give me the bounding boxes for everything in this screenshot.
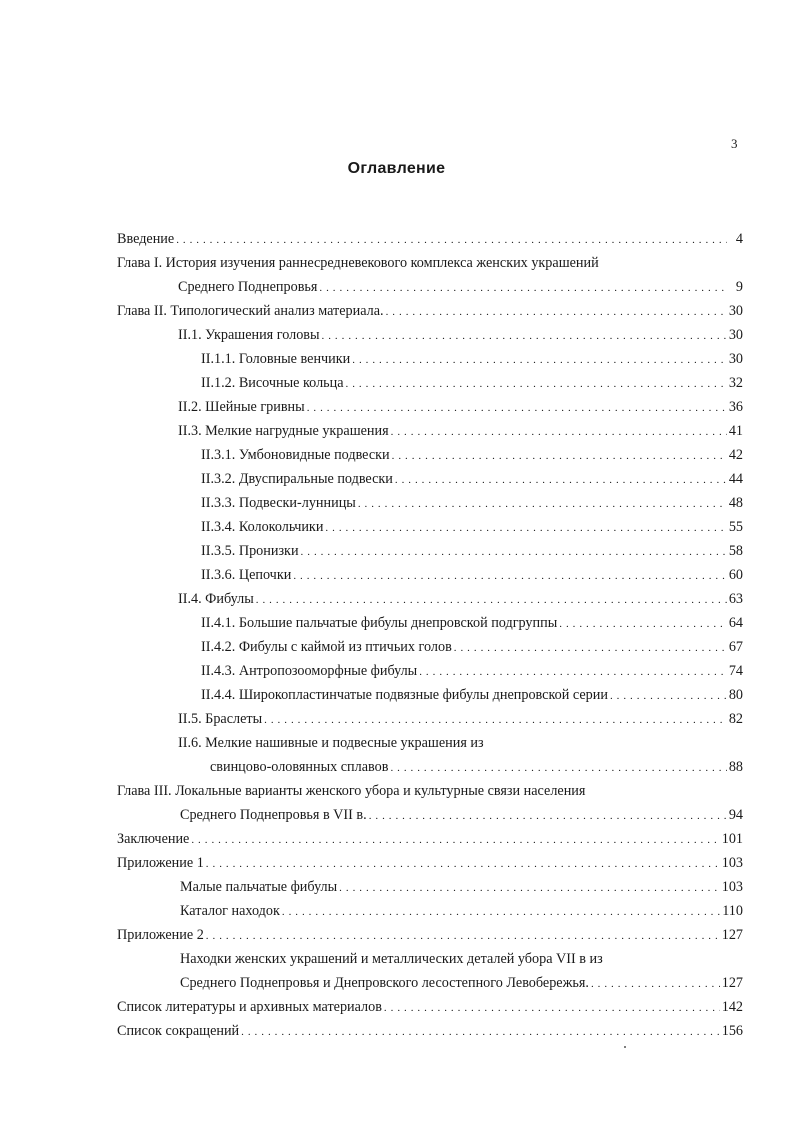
toc-entry-ii-1-1[interactable]: [201, 349, 743, 369]
toc-entry-appendix-1-fibulae[interactable]: [180, 877, 743, 897]
toc-entry-ii-3-3[interactable]: [201, 493, 743, 513]
toc-entry-title: II.3.3. Подвески-лунницы: [201, 495, 356, 511]
toc-entry-chapter-2[interactable]: [117, 301, 743, 321]
toc-entry-appendix-2[interactable]: [117, 925, 743, 945]
toc-entry-page: 60: [728, 567, 743, 583]
toc-entry-title: Малые пальчатые фибулы: [180, 879, 338, 895]
toc-entry-page: 63: [728, 591, 743, 607]
toc-entry-title: Каталог находок: [180, 903, 280, 919]
toc-entry-page: 74: [728, 663, 743, 679]
toc-entry-page: 48: [728, 495, 743, 511]
toc-entry-page: 156: [721, 1023, 743, 1039]
toc-entry-bibliography[interactable]: [117, 997, 743, 1017]
toc-entry-title: свинцово-оловянных сплавов: [210, 759, 389, 775]
toc-entry-page: 32: [728, 375, 743, 391]
toc-entry-page: 88: [728, 759, 743, 775]
toc-entry-ii-4-1[interactable]: [201, 613, 743, 633]
toc-entry-page: 55: [728, 519, 743, 535]
toc-entry-title: Список литературы и архивных материалов: [117, 999, 382, 1015]
toc-entry-title: II.3. Мелкие нагрудные украшения: [178, 423, 389, 439]
toc-entry-conclusion[interactable]: [117, 829, 743, 849]
toc-entry-title: Среднего Поднепровья и Днепровского лесостепного Левобережья.: [180, 975, 589, 991]
toc-entry-ii-4-4[interactable]: [201, 685, 743, 705]
toc-entry-ii-4[interactable]: [178, 589, 743, 609]
toc-entry-title: II.4.4. Широкопластинчатые подвязные фибулы днепровской серии: [201, 687, 608, 703]
toc-entry-title: Список сокращений: [117, 1023, 240, 1039]
toc-entry-appendix-2-finds-line-1[interactable]: Находки женских украшений и металлических деталей убора VII в из: [180, 951, 603, 967]
toc-entry-chapter-1-line-1[interactable]: Глава I. История изучения раннесредневекового комплекса женских украшений: [117, 255, 599, 271]
toc-entry-title: II.4. Фибулы: [178, 591, 254, 607]
toc-entry-ii-3-6[interactable]: [201, 565, 743, 585]
toc-entry-appendix-2-finds[interactable]: [180, 973, 743, 993]
toc-entry-title: II.1.1. Головные венчики: [201, 351, 351, 367]
toc-entry-page: 127: [721, 975, 743, 991]
toc-entry-page: 30: [728, 303, 743, 319]
toc-entry-chapter-3[interactable]: [180, 805, 743, 825]
toc-entry-abbreviations[interactable]: [117, 1021, 743, 1041]
toc-entry-appendix-1[interactable]: [117, 853, 743, 873]
toc-entry-page: 58: [728, 543, 743, 559]
toc-entry-page: 64: [728, 615, 743, 631]
toc-entry-ii-3-2[interactable]: [201, 469, 743, 489]
toc-entry-chapter-1[interactable]: [178, 277, 743, 297]
toc-entry-ii-4-3[interactable]: [201, 661, 743, 681]
toc-entry-chapter-3-line-1[interactable]: Глава III. Локальные варианты женского убора и культурные связи населения: [117, 783, 586, 799]
toc-entry-page: 101: [721, 831, 743, 847]
toc-entry-title: Приложение 2: [117, 927, 204, 943]
toc-entry-page: 41: [728, 423, 743, 439]
toc-entry-page: 82: [728, 711, 743, 727]
toc-entry-title: Среднего Поднепровья в VII в.: [180, 807, 367, 823]
toc-entry-title: Приложение 1: [117, 855, 204, 871]
toc-entry-page: 110: [722, 903, 743, 919]
toc-entry-page: 142: [721, 999, 743, 1015]
toc-entry-page: 67: [728, 639, 743, 655]
toc-entry-page: 94: [728, 807, 743, 823]
toc-entry-title: II.2. Шейные гривны: [178, 399, 305, 415]
toc-entry-page: 36: [728, 399, 743, 415]
toc-entry-ii-3-1[interactable]: [201, 445, 743, 465]
toc-entry-title: II.3.5. Пронизки: [201, 543, 299, 559]
toc-entry-ii-4-2[interactable]: [201, 637, 743, 657]
toc-entry-page: 4: [735, 231, 743, 247]
toc-entry-title: II.1. Украшения головы: [178, 327, 320, 343]
toc-entry-title: II.3.6. Цепочки: [201, 567, 292, 583]
toc-entry-ii-2[interactable]: [178, 397, 743, 417]
toc-entry-title: Среднего Поднепровья: [178, 279, 318, 295]
toc-entry-ii-1[interactable]: [178, 325, 743, 345]
toc-entry-page: 103: [721, 879, 743, 895]
toc-entry-ii-5[interactable]: [178, 709, 743, 729]
toc-entry-ii-6[interactable]: [210, 757, 743, 777]
toc-entry-title: II.4.1. Большие пальчатые фибулы днепровской подгруппы: [201, 615, 558, 631]
toc-entry-appendix-1-catalog[interactable]: [180, 901, 743, 921]
toc-entry-page: 127: [721, 927, 743, 943]
toc-entry-title: Заключение: [117, 831, 190, 847]
toc-entry-ii-6-line-1[interactable]: II.6. Мелкие нашивные и подвесные украшения из: [178, 735, 484, 751]
toc-entry-page: 30: [728, 327, 743, 343]
toc-entry-ii-3-5[interactable]: [201, 541, 743, 561]
toc-entry-ii-1-2[interactable]: [201, 373, 743, 393]
page-number: 3: [731, 136, 738, 151]
toc-entry-title: II.1.2. Височные кольца: [201, 375, 344, 391]
page-title: Оглавление: [347, 160, 446, 177]
toc-entry-page: 30: [728, 351, 743, 367]
toc-entry-title: II.5. Браслеты: [178, 711, 263, 727]
toc-entry-page: 44: [728, 471, 743, 487]
toc-entry-page: 103: [721, 855, 743, 871]
toc-entry-title: II.4.2. Фибулы с каймой из птичьих голов: [201, 639, 452, 655]
scan-speck: [624, 1046, 626, 1048]
toc-entry-page: 80: [728, 687, 743, 703]
toc-entry-title: II.3.1. Умбоновидные подвески: [201, 447, 390, 463]
toc-entry-ii-3[interactable]: [178, 421, 743, 441]
toc-entry-introduction[interactable]: [117, 229, 743, 249]
toc-entry-ii-3-4[interactable]: [201, 517, 743, 537]
toc-entry-title: Глава II. Типологический анализ материала.: [117, 303, 384, 319]
toc-entry-title: Введение: [117, 231, 175, 247]
toc-entry-page: 42: [728, 447, 743, 463]
toc-entry-title: II.3.4. Колокольчики: [201, 519, 324, 535]
toc-entry-title: II.3.2. Двуспиральные подвески: [201, 471, 393, 487]
toc-entry-page: 9: [735, 279, 743, 295]
toc-entry-title: II.4.3. Антропозооморфные фибулы: [201, 663, 418, 679]
